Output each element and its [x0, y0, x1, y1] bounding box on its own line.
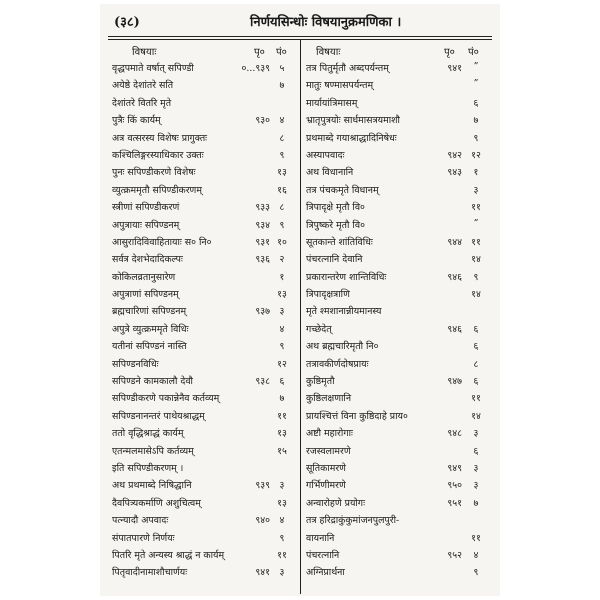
entry-line: ५ [279, 63, 285, 74]
entry-topic: यतीनां सपिण्डनं नास्ति [112, 341, 187, 353]
entry-topic: सूतकान्ते शांतिविधिः [306, 236, 373, 248]
entry-line: ११ [277, 410, 287, 422]
index-entry [108, 128, 298, 145]
entry-topic: गच्छेदेत् [306, 323, 332, 335]
entry-topic: पुनः सपिण्डीकरणे विशेषः [112, 167, 196, 179]
index-entry [302, 562, 492, 579]
index-entry [302, 354, 492, 371]
entry-line: ११ [277, 549, 287, 561]
index-entry [302, 545, 492, 562]
header-page: पृ० [444, 47, 455, 58]
index-entry [302, 145, 492, 162]
entry-topic: स्त्रीणां सपिण्डीकरणं [112, 202, 180, 214]
entry-topic: तत्र पंचकमृते विधानम् [306, 184, 379, 196]
entry-line: १३ [277, 428, 287, 440]
entry-topic: सपिण्डनविधिः [112, 358, 159, 370]
entry-page: ९४३ [447, 167, 462, 179]
index-entry [302, 215, 492, 232]
entry-page: ९३८ [255, 376, 270, 388]
index-entry [108, 388, 298, 405]
index-entry [108, 423, 298, 440]
page-header [100, 12, 500, 32]
entry-line: ९ [279, 149, 285, 161]
entry-line: ६ [473, 376, 479, 388]
entry-topic: अष्टौ महारोगाः [306, 428, 353, 440]
entry-line: ६ [473, 323, 479, 335]
index-entry [302, 128, 492, 145]
entry-line: ४ [279, 323, 285, 335]
entry-line: ११ [471, 202, 481, 214]
entry-line: १६ [277, 184, 287, 196]
entry-line: १ [473, 167, 479, 179]
entry-topic: मातुः षण्मासपर्यन्तम् [306, 80, 374, 92]
index-entry [302, 232, 492, 249]
index-entry [302, 110, 492, 127]
entry-topic: अथ ब्रह्मचारिमृतौ नि० [306, 341, 379, 353]
index-entry [108, 441, 298, 458]
left-column-header [108, 42, 298, 58]
index-entry [108, 197, 298, 214]
entry-topic: वृद्धपमाते वर्षात् सपिण्डी [112, 63, 194, 74]
entry-line: ३ [473, 480, 479, 492]
index-entry [302, 371, 492, 388]
entry-topic: दैवपित्र्यकर्माणि अशुचित्वम् [112, 497, 201, 509]
entry-line: १४ [471, 254, 481, 266]
index-entry [108, 562, 298, 579]
entry-topic: सर्वत्र देशभेदादिकल्पः [112, 254, 183, 266]
entry-line: ६ [279, 376, 285, 388]
entry-topic: पंचरत्नानि देवानि [306, 254, 363, 266]
entry-line: १२ [471, 149, 481, 161]
top-rule-1 [108, 36, 492, 37]
entry-topic: आसुरादिविवाहितायाः स० नि० [112, 236, 212, 248]
entry-topic: मृते श्मशानान्नीयमानस्य [306, 306, 382, 318]
entry-line: १ [279, 271, 285, 283]
entry-topic: पितरि मृते अन्यस्य श्राद्धं न कार्यम् [112, 549, 225, 561]
index-entry [302, 267, 492, 284]
entry-page: ९३६ [255, 254, 270, 266]
entry-line: १४ [471, 410, 481, 422]
entry-page: ९५० [447, 480, 462, 492]
index-entry [302, 93, 492, 110]
entry-topic: कुष्ठिमृतौ [306, 376, 335, 388]
entry-page: ०...९३९ [241, 63, 270, 74]
index-entry [108, 284, 298, 301]
index-entry [108, 336, 298, 353]
entry-page: ९३० [255, 115, 270, 127]
entry-topic: अथ प्रथमाब्दे निषिद्धानि [112, 480, 192, 492]
index-entry [108, 458, 298, 475]
entry-line: ७ [279, 80, 285, 92]
index-entry [108, 145, 298, 162]
entry-line: ४ [279, 515, 285, 527]
index-entry [108, 528, 298, 545]
entry-page: ९४४ [447, 236, 462, 248]
entry-topic: अथ विधानानि [306, 167, 354, 179]
entry-topic: कश्चिलिङ्गरस्याधिकार उक्तः [112, 149, 204, 161]
entry-line: ८ [473, 358, 479, 370]
entry-page: ९४६ [447, 323, 462, 335]
document-page [100, 4, 500, 596]
entry-topic: अग्निप्रार्थना [306, 567, 345, 579]
entry-page: ९३९ [255, 480, 270, 492]
left-index-rows [108, 58, 298, 580]
left-index-column [108, 42, 298, 580]
entry-line: ९ [279, 341, 285, 353]
index-entry [108, 545, 298, 562]
index-entry [108, 162, 298, 179]
entry-line: ७ [473, 115, 479, 127]
entry-line: ७ [473, 497, 479, 509]
entry-page: ९५२ [447, 549, 462, 561]
column-divider [300, 40, 301, 594]
index-entry [108, 319, 298, 336]
entry-topic: अत्र वत्सरस्य विशेषः प्रागुक्तः [112, 132, 208, 144]
entry-topic: अस्यापवादः [306, 149, 345, 161]
entry-topic: अयेष्ठे देशांतरे सति [112, 80, 174, 92]
header-line: पं० [468, 47, 479, 58]
entry-topic: वायनानि [306, 532, 335, 544]
index-entry [108, 232, 298, 249]
entry-topic: सूतिकामरणे [306, 462, 346, 474]
index-entry [302, 458, 492, 475]
entry-line: ९ [473, 271, 479, 283]
entry-page: ९३७ [255, 306, 270, 318]
entry-topic: त्रिपादृक्षे मृतौ वि० [306, 202, 365, 214]
entry-topic: प्रायश्चित्तं विना कुष्ठिदाहे प्राय० [306, 410, 408, 422]
index-entry [108, 493, 298, 510]
entry-topic: सपिण्डनानन्तरं पाथेयश्राद्धम् [112, 410, 205, 422]
entry-line: १४ [471, 289, 481, 301]
page-title: निर्णयसिन्धोः विषयानुक्रमणिका । [250, 15, 402, 30]
entry-topic: देशांतरे वितरि मृते [112, 97, 172, 109]
entry-topic: पत्न्यादौ अपवादः [112, 515, 169, 527]
entry-line: ९ [473, 132, 479, 144]
index-entry [302, 475, 492, 492]
entry-topic: तत्रावकीर्णदोषप्रायः [306, 358, 369, 370]
entry-line: ११ [471, 532, 481, 544]
page-number: (३८) [114, 15, 140, 30]
entry-topic: ततो वृद्धिश्राद्धं कार्यम् [112, 428, 184, 440]
entry-topic: प्रथमाब्दे गयाश्राद्धादिनिषेधः [306, 132, 397, 144]
entry-topic: व्युत्क्रममृतौ सपिण्डीकरणम् [112, 184, 202, 196]
entry-page: ९५१ [447, 497, 462, 509]
entry-line: ३ [473, 184, 479, 196]
entry-line: २ [279, 254, 285, 266]
entry-line: ३ [279, 480, 285, 492]
entry-page: ९४९ [447, 462, 462, 474]
index-entry [302, 336, 492, 353]
index-entry [108, 406, 298, 423]
entry-topic: पुत्रैः किं कार्यम् [112, 115, 161, 127]
entry-topic: प्रकारान्तरेण शान्तिविधिः [306, 271, 387, 283]
entry-line: १२ [277, 358, 287, 370]
index-entry [302, 301, 492, 318]
entry-topic: तत्र पितुर्मृतौ अब्दपर्यन्तम् [306, 63, 389, 74]
entry-page: ९४६ [447, 271, 462, 283]
index-entry [108, 75, 298, 92]
entry-line: १३ [277, 497, 287, 509]
index-entry [108, 215, 298, 232]
right-index-column [302, 42, 492, 580]
index-entry [302, 528, 492, 545]
entry-topic: पितृवादीनामाशौचार्णयः [112, 567, 188, 579]
entry-topic: मार्यायांत्रिमासम् [306, 97, 358, 109]
entry-line: ९ [473, 567, 479, 579]
entry-topic: कुष्ठिलक्षणानि [306, 393, 352, 405]
index-entry [302, 493, 492, 510]
index-entry [302, 388, 492, 405]
header-page: पृ० [254, 47, 265, 58]
entry-line: ७ [279, 393, 285, 405]
header-topic: विषयाः [132, 47, 157, 58]
entry-line: ” [473, 61, 479, 72]
index-entry [108, 475, 298, 492]
entry-line: ९ [279, 219, 285, 231]
index-entry [108, 354, 298, 371]
entry-line: ३ [279, 306, 285, 318]
entry-page: ९४१ [255, 567, 270, 579]
entry-topic: त्रिपादृक्षत्राणि [306, 289, 350, 301]
entry-line: ९ [279, 532, 285, 544]
entry-topic: अपुत्रे व्युत्क्रममृते विधिः [112, 323, 189, 335]
entry-topic: सपिण्डने कामकालौ देवौ [112, 376, 193, 388]
entry-topic: कोकिलव्रतानुसारेण [112, 271, 176, 283]
entry-topic: अपुत्रायाः सपिण्डनम् [112, 219, 180, 231]
right-index-rows [302, 58, 492, 580]
entry-line: ३ [473, 462, 479, 474]
index-entry [108, 249, 298, 266]
entry-page: ९४२ [447, 149, 462, 161]
entry-line: ४ [473, 549, 479, 561]
entry-line: ११ [471, 393, 481, 405]
entry-topic: त्रिपुष्करे मृतौ वि० [306, 219, 365, 231]
index-entry [302, 406, 492, 423]
index-entry [302, 249, 492, 266]
index-entry [108, 110, 298, 127]
index-entry [302, 319, 492, 336]
entry-page: ९३१ [255, 236, 270, 248]
entry-topic: सपिण्डीकरणे पकान्नेनैव कर्तव्यम् [112, 393, 220, 405]
entry-topic: इति सपिण्डीकरणम् । [112, 462, 184, 474]
index-entry [108, 58, 298, 75]
entry-line: ११ [471, 236, 481, 248]
entry-page: ९३४ [255, 219, 270, 231]
entry-topic: ब्रह्मचारिणां सपिण्डनम् [112, 306, 187, 318]
entry-line: ६ [473, 341, 479, 353]
index-entry [302, 284, 492, 301]
index-entry [108, 267, 298, 284]
index-entry [302, 441, 492, 458]
entry-line: ३ [279, 567, 285, 579]
entry-line: ६ [473, 97, 479, 109]
right-column-header [302, 42, 492, 58]
header-line: पं० [276, 47, 287, 58]
index-entry [302, 162, 492, 179]
index-entry [302, 197, 492, 214]
index-entry [108, 371, 298, 388]
entry-line: ८ [279, 132, 285, 144]
entry-topic: एतन्मलमासेऽपि कर्तव्यम् [112, 445, 194, 457]
index-entry [108, 93, 298, 110]
entry-topic: अन्वारोहणे प्रयोगः [306, 497, 365, 509]
entry-topic: तत्र हरिद्राकुंकुमांजनपुलपुरी- [306, 515, 400, 527]
index-entry [302, 423, 492, 440]
entry-line: ४ [279, 115, 285, 127]
index-entry [302, 180, 492, 197]
entry-page: ९४७ [447, 376, 462, 388]
entry-topic: भ्रातृपुत्रयोः सार्धमासत्रयमाशौ [306, 115, 400, 127]
index-entry [108, 180, 298, 197]
entry-topic: अपुत्राणां सपिण्डनम् [112, 289, 179, 301]
index-entry [302, 75, 492, 92]
entry-page: ९४० [255, 515, 270, 527]
entry-page: ९४१ [447, 63, 462, 74]
entry-line: ३ [473, 428, 479, 440]
entry-topic: संपातपारणे निर्णयः [112, 532, 175, 544]
entry-page: ९३३ [255, 202, 270, 214]
entry-line: १५ [277, 445, 287, 457]
entry-line: १० [277, 236, 287, 248]
index-entry [302, 58, 492, 75]
header-topic: विषयाः [316, 47, 341, 58]
entry-line: ” [473, 217, 479, 229]
entry-topic: रजस्वलामरणे [306, 445, 351, 457]
entry-page: ९४८ [447, 428, 462, 440]
index-entry [108, 510, 298, 527]
entry-topic: गर्भिणीमरणे [306, 480, 346, 492]
index-entry [108, 301, 298, 318]
entry-line: ८ [279, 202, 285, 214]
entry-line: ” [473, 78, 479, 90]
entry-line: ६ [473, 445, 479, 457]
entry-line: १३ [277, 167, 287, 179]
index-entry [302, 510, 492, 527]
entry-topic: पंचरत्नानि [306, 549, 340, 561]
entry-line: १३ [277, 289, 287, 301]
